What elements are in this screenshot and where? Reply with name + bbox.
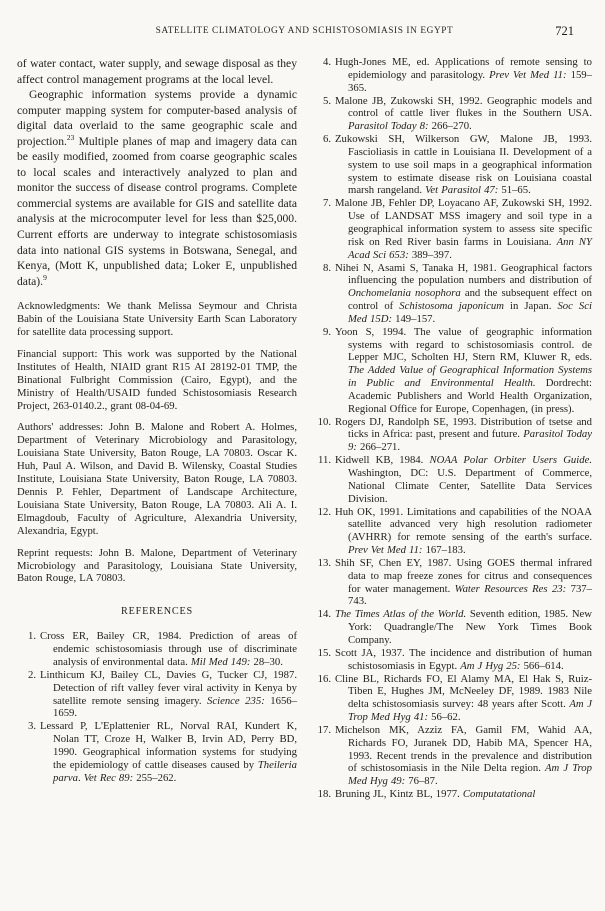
note-paragraph: Financial support: This work was supported by the National Institutes of Health, NIAID grant R15 AI 28192-01 TMP, the Binational Fulbright Commission (Cairo, Egypt), and the Ministry of Health/USAID funded Schistosomiasis Research Project, 263-0140.2., grant 08-04-69. bbox=[17, 347, 297, 412]
reference-number: 10. bbox=[317, 415, 331, 428]
reference-item bbox=[312, 724, 592, 788]
reference-item bbox=[312, 506, 592, 557]
reference-item bbox=[312, 197, 592, 261]
reference-item bbox=[312, 557, 592, 608]
right-column bbox=[312, 56, 592, 801]
note-paragraph: Reprint requests: John B. Malone, Department of Veterinary Microbiology and Parasitology, Louisiana State University, Baton Rouge, LA 70803. bbox=[17, 546, 297, 585]
reference-text: Rogers DJ, Randolph SE, 1993. Distribution of tsetse and ticks in Africa: past, present and future. Parasitol Today 9: 266–271. bbox=[335, 415, 592, 454]
reference-number: 2. bbox=[27, 668, 36, 681]
reference-item bbox=[312, 608, 592, 647]
references-list-right bbox=[312, 56, 592, 801]
reference-text: Hugh-Jones ME, ed. Applications of remote sensing to epidemiology and parasitology. Prev Vet Med 11: 159–365. bbox=[335, 56, 592, 94]
references-heading: REFERENCES bbox=[121, 606, 193, 618]
notes-section bbox=[17, 300, 297, 585]
reference-number: 6. bbox=[322, 133, 331, 146]
reference-item bbox=[312, 416, 592, 455]
reference-text: Cline BL, Richards FO, El Alamy MA, El Hak S, Ruiz-Tiben E, Hughes JM, McNeeley DF, 1989. 1983 Nile delta schistosomiasis survey: 48 years after Scott. Am J Trop Med Hyg 41: 56–62. bbox=[335, 672, 592, 724]
reference-item bbox=[312, 95, 592, 134]
note-paragraph: Authors' addresses: John B. Malone and Robert A. Holmes, Department of Veterinary Microbiology and Parasitology, Louisiana State University, Baton Rouge, LA 70803. Oscar K. Huh, Paul A. Wilson, and David B. Wilensky, Coastal Studies Institute, Louisiana State University, Baton Rouge, LA 70803. Dennis P. Fehler, Department of Landscape Architecture, Louisiana State University, Baton Rouge, LA 70803. Ali A. I. Elmagdoub, Faculty of Agriculture, Alexandria University, Alexandria, Egypt. bbox=[17, 421, 297, 537]
reference-item bbox=[312, 673, 592, 724]
reference-item bbox=[312, 454, 592, 505]
body-paragraphs bbox=[17, 56, 297, 289]
reference-number: 12. bbox=[317, 505, 331, 518]
note-paragraph: Acknowledgments: We thank Melissa Seymour and Christa Babin of the Louisiana State University Earth Scan Laboratory for satellite data processing support. bbox=[17, 300, 297, 339]
body-paragraph: Geographic information systems provide a dynamic computer mapping system for computer-based analysis of digital data overlaid to the same geographic scale and projection.$^{23}$ Multiple planes of map and imagery data can be easily modified, zoomed from coarse geographic scales to local scales and interactively analyzed to plan and monitor the success of disease control programs. Complete commercial systems are available for GIS and satellite data analysis at the microcomputer level for less than $25,000. Current efforts are underway to integrate schistosomiasis data into national GIS systems in Botswana, Senegal, and Kenya, (Mott K, unpublished data; Loker E, unpublished data).$^9$ bbox=[17, 88, 297, 288]
reference-number: 1. bbox=[27, 630, 36, 643]
reference-number: 11. bbox=[318, 454, 331, 467]
reference-number: 8. bbox=[322, 261, 331, 274]
reference-item bbox=[312, 647, 592, 673]
two-column-layout bbox=[17, 56, 592, 801]
reference-text: Bruning JL, Kintz BL, 1977. Computatational bbox=[335, 788, 536, 801]
reference-text: Yoon S, 1994. The value of geographic information systems with regard to schistosomiasis control. de Lepper MJC, Scholten HJ, Stern RM, Kluwer R, eds. The Added Value of Geographical Information Systems in Public and Environmental Health. Dordrecht: Academic Publishers and World Health Organization, Regional Office for Europe, Copenhagen, (in press). bbox=[335, 325, 592, 415]
reference-number: 14. bbox=[317, 608, 331, 621]
reference-text: Michelson MK, Azziz FA, Gamil FM, Wahid AA, Richards FO, Juranek DD, Habib MA, Spencer HA, 1993. Recent trends in the prevalence and distribution of schistosomiasis in the Nile Delta region. Am J Trop Med Hyg 49: 76–87. bbox=[335, 723, 592, 788]
reference-item bbox=[17, 669, 297, 720]
page-header bbox=[17, 26, 592, 44]
left-column bbox=[17, 56, 297, 801]
reference-item bbox=[312, 262, 592, 326]
reference-number: 3. bbox=[27, 720, 36, 733]
body-paragraph: of water contact, water supply, and sewage disposal as they affect control management programs at the local level. bbox=[17, 57, 297, 86]
reference-text: Nihei N, Asami S, Tanaka H, 1981. Geographical factors influencing the population numbers and distribution of Onchomelania nosophora and the subsequent effect on control of Schistosoma japonicum in Japan. Soc Sci Med 15D: 149–157. bbox=[335, 261, 592, 325]
reference-text: Malone JB, Fehler DP, Loyacano AF, Zukowski SH, 1992. Use of LANDSAT MSS imagery and soil type in a geographical information system to assess site specific risk on Red River basin farms in Louisiana. Ann NY Acad Sci 653: 389–397. bbox=[335, 197, 592, 261]
reference-text: Linthicum KJ, Bailey CL, Davies G, Tucker CJ, 1987. Detection of rift valley fever viral activity in Kenya by satellite remote sensing imagery. Science 235: 1656–1659. bbox=[40, 668, 297, 720]
reference-item bbox=[312, 56, 592, 95]
reference-text: Shih SF, Chen EY, 1987. Using GOES thermal infrared data to map freeze zones for citrus and consequences for water management. Water Resources Res 23: 737–743. bbox=[335, 556, 592, 608]
reference-item bbox=[312, 133, 592, 197]
reference-text: Scott JA, 1937. The incidence and distribution of human schistosomiasis in Egypt. Am J Hyg 25: 566–614. bbox=[335, 646, 592, 672]
reference-number: 17. bbox=[317, 723, 331, 736]
reference-number: 4. bbox=[322, 56, 331, 68]
reference-number: 7. bbox=[322, 197, 331, 210]
reference-item bbox=[312, 788, 592, 801]
references-list-left bbox=[17, 630, 297, 784]
reference-number: 5. bbox=[322, 94, 331, 107]
reference-number: 13. bbox=[317, 556, 331, 569]
reference-text: Lessard P, L'Eplattenier RL, Norval RAI, Kundert K, Nolan TT, Croze H, Walker B, Irvin AD, Perry BD, 1990. Geographical information systems for studying the epidemiology of cattle diseases caused by Theileria parva. Vet Rec 89: 255–262. bbox=[40, 720, 297, 784]
running-title: SATELLITE CLIMATOLOGY AND SCHISTOSOMIASIS IN EGYPT bbox=[155, 26, 454, 36]
reference-item bbox=[312, 326, 592, 416]
reference-number: 18. bbox=[317, 788, 331, 801]
reference-text: Malone JB, Zukowski SH, 1992. Geographic models and control of cattle liver flukes in the Southern USA. Parasitol Today 8: 266–270. bbox=[335, 94, 592, 133]
reference-text: Kidwell KB, 1984. NOAA Polar Orbiter Users Guide. Washington, DC: U.S. Department of Commerce, National Climate Center, Satellite Data Services Division. bbox=[335, 454, 593, 505]
reference-item bbox=[17, 630, 297, 669]
reference-text: The Times Atlas of the World. Seventh edition, 1985. New York: Quadrangle/The New York Times Book Company. bbox=[335, 608, 593, 646]
reference-text: Huh OK, 1991. Limitations and capabilities of the NOAA satellite advanced very high resolution radiometer (AVHRR) for remote sensing of the earth's surface. Prev Vet Med 11: 167–183. bbox=[335, 505, 592, 557]
reference-number: 9. bbox=[322, 325, 331, 338]
page-number: 721 bbox=[555, 24, 574, 38]
reference-number: 15. bbox=[317, 646, 331, 659]
reference-item bbox=[17, 720, 297, 784]
reference-text: Zukowski SH, Wilkerson GW, Malone JB, 1993. Fascioliasis in cattle in Louisiana II. Development of a system to use soil maps in a geographical information system to estimate disease risk on Louisiana coastal marsh rangeland. Vet Parasitol 47: 51–65. bbox=[335, 133, 592, 197]
reference-number: 16. bbox=[317, 672, 331, 685]
reference-text: Cross ER, Bailey CR, 1984. Prediction of areas of endemic schistosomiasis through use of discriminate analysis of environmental data. Mil Med 149: 28–30. bbox=[40, 630, 297, 669]
